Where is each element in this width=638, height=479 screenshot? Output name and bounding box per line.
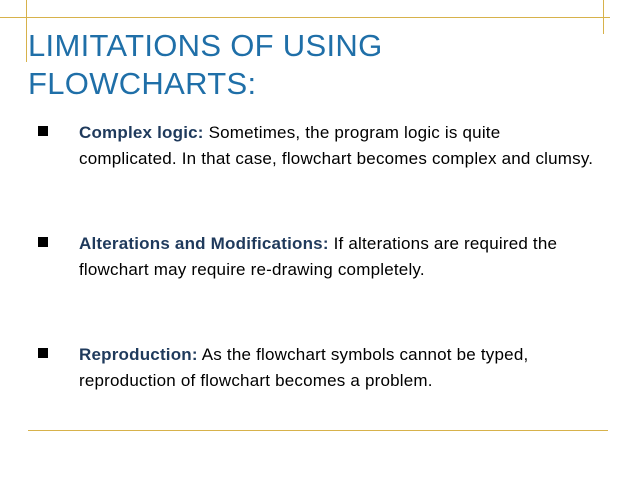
bullet-text <box>79 120 599 172</box>
bullet-heading: Alterations and Modifications: <box>79 234 329 253</box>
frame-left-line <box>26 0 27 62</box>
bullet-heading: Reproduction: <box>79 345 198 364</box>
frame-top-line <box>0 17 610 18</box>
bullet-body: If alterations are required the flowchart may require re-drawing completely. <box>79 234 558 279</box>
bullet-heading: Complex logic: <box>79 123 204 142</box>
bullet-text <box>79 231 599 283</box>
square-bullet-icon <box>38 237 48 247</box>
bullet-text <box>79 342 599 394</box>
square-bullet-icon <box>38 126 48 136</box>
square-bullet-icon <box>38 348 48 358</box>
bullet-body: Sometimes, the program logic is quite complicated. In that case, flowchart becomes complex and clumsy. <box>79 123 594 168</box>
frame-bottom-line <box>28 430 608 431</box>
slide-title: LIMITATIONS OF USING FLOWCHARTS: <box>28 28 383 101</box>
bullet-body: As the flowchart symbols cannot be typed, reproduction of flowchart becomes a problem. <box>79 345 529 390</box>
frame-right-line <box>603 0 604 34</box>
